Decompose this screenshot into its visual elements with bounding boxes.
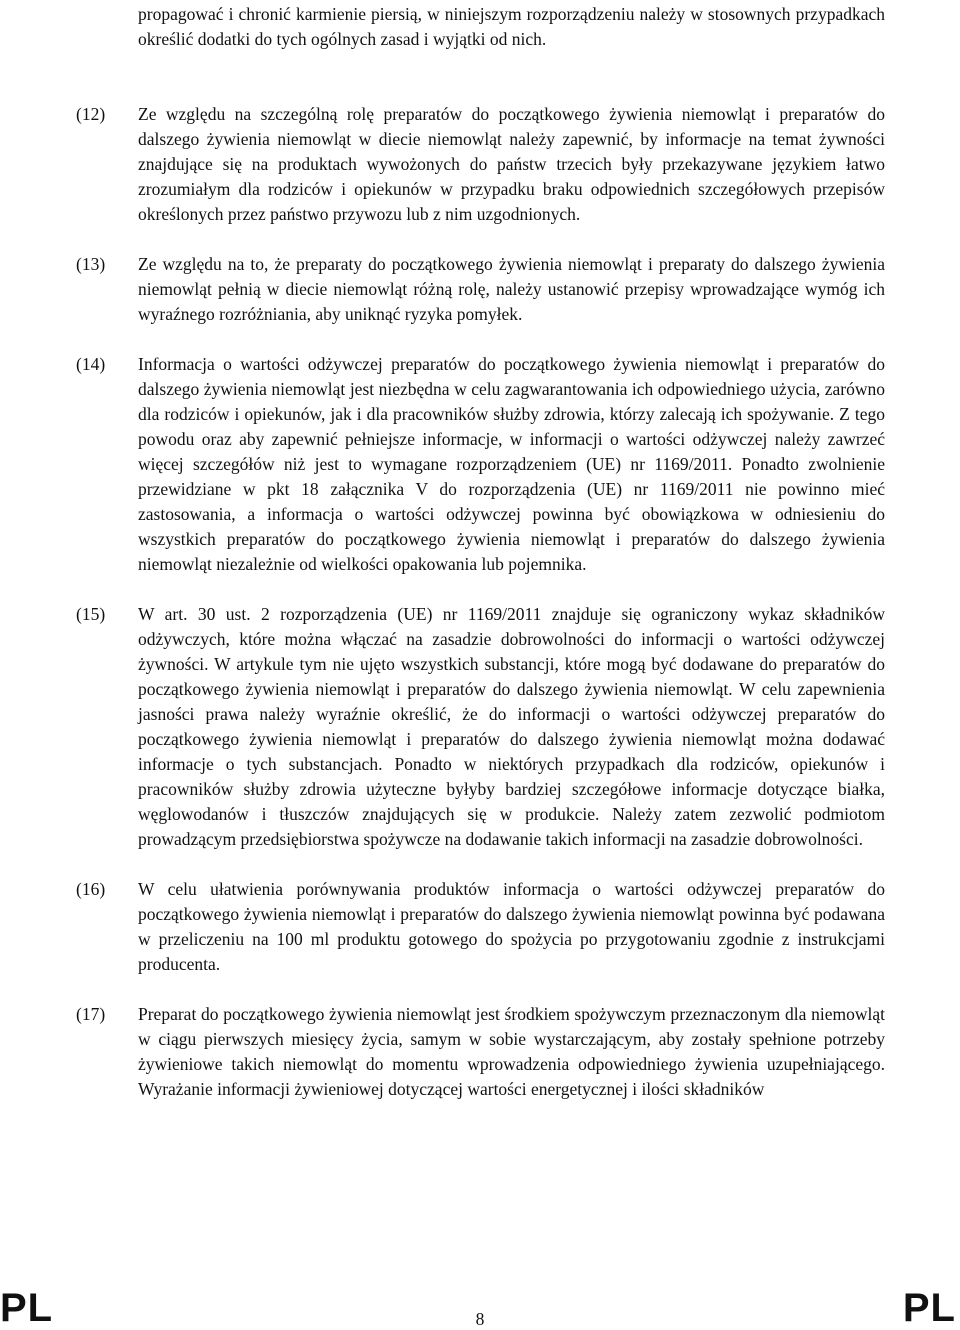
recital-14 (0, 352, 960, 577)
recital-text: W art. 30 ust. 2 rozporządzenia (UE) nr 1169/2011 znajduje się ograniczony wykaz składników odżywczych, które można włączać na zasadzie dobrowolności do informacji o wartości odżywczej żywności. W artykule tym nie ujęto wszystkich substancji, które mogą być dodawane do preparatów do początkowego żywienia niemowląt i preparatów do dalszego żywienia niemowląt. W celu zapewnienia jasności prawa należy wyraźnie określić, że do informacji o wartości odżywczej preparatów do początkowego żywienia niemowląt i preparatów do dalszego żywienia niemowląt można dodawać informacje o tych substancjach. Ponadto w niektórych przypadkach dla rodziców, opiekunów i pracowników służby zdrowia użyteczne byłyby bardziej szczegółowe informacje dotyczące białka, węglowodanów i tłuszczów znajdujących się w produkcie. Należy zatem zezwolić podmiotom prowadzącym przedsiębiorstwa spożywcze na dodawanie takich informacji na zasadzie dobrowolności. (138, 604, 885, 849)
recital-text: Ze względu na to, że preparaty do początkowego żywienia niemowląt i preparaty do dalszego żywienia niemowląt pełnią w diecie niemowląt różną rolę, należy ustanowić przepisy wprowadzające wymóg ich wyraźnego rozróżniania, aby uniknąć ryzyka pomyłek. (138, 254, 885, 324)
recital-13 (0, 252, 960, 327)
footer-language-code-right: PL (902, 1286, 956, 1330)
recital-number: (13) (76, 254, 106, 274)
recital-number: (12) (76, 104, 106, 124)
recital-12 (0, 102, 960, 227)
recital-number: (17) (76, 1004, 106, 1024)
page-number: 8 (475, 1309, 485, 1329)
recital-text: Ze względu na szczególną rolę preparatów do początkowego żywienia niemowląt i preparatów do dalszego żywienia niemowląt w diecie niemowląt należy zapewnić, by informacje na temat żywności znajdujące się na produktach wywożonych do państw trzecich były przekazywane językiem łatwo zrozumiałym dla rodziców i opiekunów w przypadku braku odpowiednich szczegółowych przepisów określonych przez państwo przywozu lub z nim uzgodnionych. (138, 104, 885, 224)
paragraph-11-continuation (0, 2, 960, 52)
recital-text: W celu ułatwienia porównywania produktów informacja o wartości odżywczej preparatów do początkowego żywienia niemowląt i preparatów do dalszego żywienia niemowląt powinna być podawana w przeliczeniu na 100 ml produktu gotowego do spożycia po przygotowaniu zgodnie z instrukcjami producenta. (138, 879, 885, 974)
paragraph-text: propagować i chronić karmienie piersią, w niniejszym rozporządzeniu należy w stosownych przypadkach określić dodatki do tych ogólnych zasad i wyjątki od nich. (138, 4, 885, 49)
footer-language-code-left: PL (0, 1286, 54, 1330)
recital-15 (0, 602, 960, 852)
document-body (0, 2, 960, 1127)
recital-number: (14) (76, 354, 106, 374)
recital-text: Preparat do początkowego żywienia niemowląt jest środkiem spożywczym przeznaczonym dla niemowląt w ciągu pierwszych miesięcy życia, samym w sobie wystarczającym, aby zostały spełnione potrzeby żywieniowe takich niemowląt do momentu wprowadzenia odpowiedniego żywienia uzupełniającego. Wyrażanie informacji żywieniowej dotyczącej wartości energetycznej i ilości składników (138, 1004, 885, 1099)
recital-text: Informacja o wartości odżywczej preparatów do początkowego żywienia niemowląt i preparatów do dalszego żywienia niemowląt jest niezbędna w celu zagwarantowania ich odpowiedniego użycia, zarówno dla rodziców i opiekunów, jak i dla pracowników służby zdrowia, którzy zalecają ich spożywanie. Z tego powodu oraz aby zapewnić pełniejsze informacje, w informacji o wartości odżywczej należy zawrzeć więcej szczegółów niż jest to wymagane rozporządzeniem (UE) nr 1169/2011. Ponadto zwolnienie przewidziane w pkt 18 załącznika V do rozporządzenia (UE) nr 1169/2011 nie powinno mieć zastosowania, a informacja o wartości odżywczej powinna być obowiązkowa w odniesieniu do wszystkich preparatów do początkowego żywienia niemowląt i preparatów do dalszego żywienia niemowląt niezależnie od wielkości opakowania lub pojemnika. (138, 354, 885, 574)
recital-number: (15) (76, 604, 106, 624)
recital-17 (0, 1002, 960, 1102)
recital-16 (0, 877, 960, 977)
recital-number: (16) (76, 879, 106, 899)
paragraph-spacer (0, 77, 960, 102)
